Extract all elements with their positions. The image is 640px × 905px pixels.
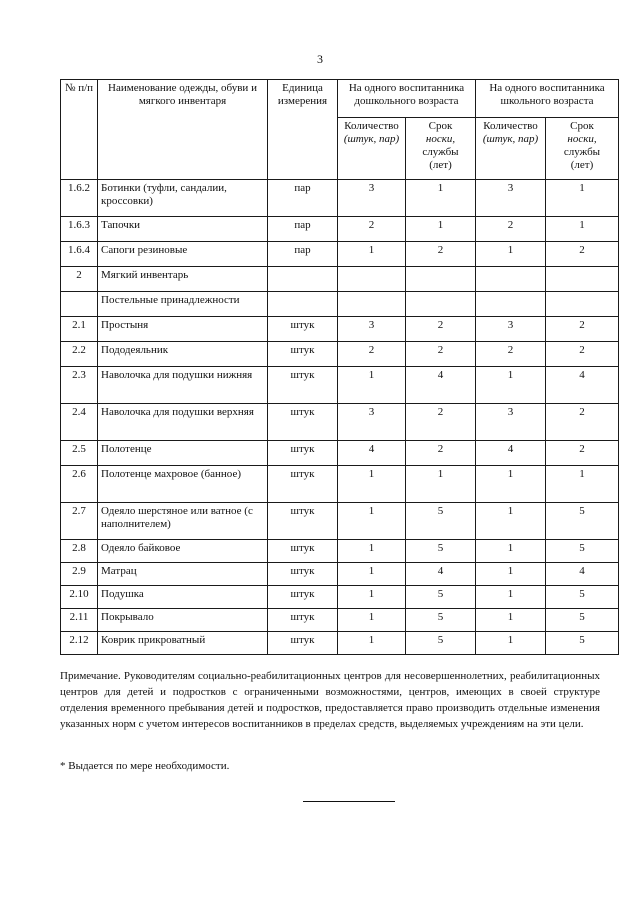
header-num: № п/п: [61, 80, 98, 180]
row-name: Покрывало: [98, 609, 268, 632]
header-unit: Единица измерения: [268, 80, 338, 180]
row-preschool-term: 4: [406, 367, 476, 404]
header-preschool-qty: [338, 118, 406, 180]
table-row: [61, 367, 619, 404]
row-num: 2.1: [61, 317, 98, 342]
row-school-term: [546, 267, 619, 292]
row-unit: пар: [268, 242, 338, 267]
row-name: Коврик прикроватный: [98, 632, 268, 655]
row-school-term: 5: [546, 503, 619, 540]
row-school-term: 4: [546, 367, 619, 404]
row-name: Мягкий инвентарь: [98, 267, 268, 292]
row-num: 2.6: [61, 466, 98, 503]
table-row: [61, 632, 619, 655]
row-unit: штук: [268, 563, 338, 586]
page-number: 3: [317, 52, 323, 66]
row-preschool-qty: [338, 267, 406, 292]
table-row: [61, 540, 619, 563]
row-school-qty: 4: [476, 441, 546, 466]
table-row: [61, 292, 619, 317]
row-name: Ботинки (туфли, сандалии, кроссовки): [98, 180, 268, 217]
row-unit: штук: [268, 503, 338, 540]
table-row: [61, 267, 619, 292]
row-school-term: 1: [546, 217, 619, 242]
row-preschool-qty: 2: [338, 342, 406, 367]
row-school-qty: 3: [476, 180, 546, 217]
row-preschool-qty: 3: [338, 404, 406, 441]
qty-label: Количество: [483, 120, 538, 132]
row-school-qty: 1: [476, 540, 546, 563]
row-preschool-qty: 1: [338, 609, 406, 632]
row-unit: штук: [268, 632, 338, 655]
row-preschool-qty: 1: [338, 540, 406, 563]
row-school-qty: 1: [476, 563, 546, 586]
row-unit: штук: [268, 441, 338, 466]
row-preschool-qty: 3: [338, 180, 406, 217]
row-preschool-qty: [338, 292, 406, 317]
row-preschool-qty: 2: [338, 217, 406, 242]
row-unit: [268, 292, 338, 317]
row-name: Подушка: [98, 586, 268, 609]
table-row: [61, 441, 619, 466]
row-num: [61, 292, 98, 317]
row-school-term: 1: [546, 466, 619, 503]
row-school-term: 5: [546, 632, 619, 655]
row-preschool-term: 2: [406, 441, 476, 466]
row-name: Наволочка для подушки нижняя: [98, 367, 268, 404]
row-school-term: 5: [546, 540, 619, 563]
row-unit: штук: [268, 609, 338, 632]
header-preschool-term: [406, 118, 476, 180]
table-row: [61, 404, 619, 441]
header-name: Наименование одежды, обуви и мягкого инвентаря: [98, 80, 268, 180]
term-label-3: службы: [422, 146, 459, 158]
row-preschool-qty: 3: [338, 317, 406, 342]
norms-table-body: [61, 180, 619, 655]
row-unit: пар: [268, 180, 338, 217]
row-preschool-qty: 1: [338, 563, 406, 586]
row-school-qty: 3: [476, 404, 546, 441]
row-preschool-term: [406, 292, 476, 317]
row-num: 2.3: [61, 367, 98, 404]
qty-unit-label: (штук, пар): [343, 133, 400, 145]
header-school-qty: [476, 118, 546, 180]
table-row: [61, 217, 619, 242]
row-num: 2.11: [61, 609, 98, 632]
table-row: [61, 242, 619, 267]
row-name: Полотенце: [98, 441, 268, 466]
term-label-4: (лет): [570, 159, 594, 171]
header-preschool: На одного воспитанника дошкольного возраста: [338, 80, 476, 118]
row-preschool-term: 5: [406, 540, 476, 563]
row-unit: штук: [268, 367, 338, 404]
row-school-qty: 1: [476, 609, 546, 632]
row-num: 1.6.2: [61, 180, 98, 217]
row-preschool-term: 5: [406, 632, 476, 655]
table-row: [61, 503, 619, 540]
row-num: 2: [61, 267, 98, 292]
row-preschool-term: 2: [406, 404, 476, 441]
row-num: 1.6.3: [61, 217, 98, 242]
table-row: [61, 180, 619, 217]
row-name: Одеяло байковое: [98, 540, 268, 563]
row-num: 2.2: [61, 342, 98, 367]
row-school-term: 2: [546, 404, 619, 441]
row-school-term: 2: [546, 441, 619, 466]
row-school-term: 2: [546, 317, 619, 342]
table-row: [61, 586, 619, 609]
row-preschool-term: 5: [406, 609, 476, 632]
row-name: Простыня: [98, 317, 268, 342]
row-name: Тапочки: [98, 217, 268, 242]
row-preschool-term: 5: [406, 586, 476, 609]
row-school-qty: 1: [476, 632, 546, 655]
table-row: [61, 317, 619, 342]
norms-table: [60, 79, 619, 655]
row-preschool-term: 5: [406, 503, 476, 540]
row-preschool-term: 2: [406, 242, 476, 267]
row-name: Одеяло шерстяное или ватное (с наполнителем): [98, 503, 268, 540]
row-preschool-term: 2: [406, 342, 476, 367]
row-num: 2.4: [61, 404, 98, 441]
row-preschool-term: [406, 267, 476, 292]
table-row: [61, 609, 619, 632]
term-label-3: службы: [563, 146, 601, 158]
row-school-term: 5: [546, 609, 619, 632]
row-preschool-term: 2: [406, 317, 476, 342]
row-unit: [268, 267, 338, 292]
row-preschool-qty: 1: [338, 632, 406, 655]
row-name: Полотенце махровое (банное): [98, 466, 268, 503]
term-label-2: носки,: [567, 133, 597, 145]
row-preschool-term: 1: [406, 466, 476, 503]
row-name: Постельные принадлежности: [98, 292, 268, 317]
table-row: [61, 563, 619, 586]
row-name: Наволочка для подушки верхняя: [98, 404, 268, 441]
row-preschool-qty: 1: [338, 466, 406, 503]
row-unit: пар: [268, 217, 338, 242]
row-num: 2.7: [61, 503, 98, 540]
row-school-qty: 2: [476, 217, 546, 242]
row-num: 2.5: [61, 441, 98, 466]
row-unit: штук: [268, 342, 338, 367]
row-preschool-term: 1: [406, 217, 476, 242]
term-label-1: Срок: [428, 120, 453, 132]
footnote: * Выдается по мере необходимости.: [60, 760, 230, 772]
row-school-qty: [476, 267, 546, 292]
row-school-qty: 1: [476, 586, 546, 609]
row-num: 2.12: [61, 632, 98, 655]
row-school-term: 1: [546, 180, 619, 217]
table-row: [61, 342, 619, 367]
row-name: Пододеяльник: [98, 342, 268, 367]
row-school-qty: 1: [476, 503, 546, 540]
row-school-qty: 2: [476, 342, 546, 367]
row-name: Матрац: [98, 563, 268, 586]
term-label-4: (лет): [429, 159, 452, 171]
row-school-term: 5: [546, 586, 619, 609]
row-preschool-qty: 1: [338, 503, 406, 540]
row-preschool-qty: 4: [338, 441, 406, 466]
row-school-qty: [476, 292, 546, 317]
row-name: Сапоги резиновые: [98, 242, 268, 267]
row-unit: штук: [268, 586, 338, 609]
row-school-qty: 1: [476, 466, 546, 503]
row-preschool-term: 1: [406, 180, 476, 217]
row-num: 1.6.4: [61, 242, 98, 267]
table-row: [61, 466, 619, 503]
row-preschool-qty: 1: [338, 242, 406, 267]
term-label-2: носки,: [425, 133, 456, 145]
note-paragraph: Примечание. Руководителям социально-реабилитационных центров для несовершеннолетних, реабилитационных центров для детей и подростков с ограниченными возможностями, центров, имеющих в своей структуре отделения временного пребывания детей и подростков, предоставляется право производить отдельные изменения указанных норм с учетом интересов воспитанников в пределах средств, выделяемых учреждениям на эти цели.: [60, 670, 600, 730]
row-unit: штук: [268, 540, 338, 563]
term-label-1: Срок: [570, 120, 594, 132]
closing-rule: [303, 801, 395, 802]
row-school-term: [546, 292, 619, 317]
qty-unit-label: (штук, пар): [482, 133, 539, 145]
row-preschool-term: 4: [406, 563, 476, 586]
header-school-term: [546, 118, 619, 180]
row-num: 2.9: [61, 563, 98, 586]
qty-label: Количество: [344, 120, 399, 132]
row-school-qty: 1: [476, 367, 546, 404]
row-unit: штук: [268, 404, 338, 441]
row-preschool-qty: 1: [338, 367, 406, 404]
row-school-term: 4: [546, 563, 619, 586]
row-num: 2.10: [61, 586, 98, 609]
row-num: 2.8: [61, 540, 98, 563]
row-school-term: 2: [546, 342, 619, 367]
row-school-qty: 3: [476, 317, 546, 342]
row-unit: штук: [268, 466, 338, 503]
row-unit: штук: [268, 317, 338, 342]
row-school-term: 2: [546, 242, 619, 267]
row-preschool-qty: 1: [338, 586, 406, 609]
header-school: На одного воспитанника школьного возраста: [476, 80, 619, 118]
row-school-qty: 1: [476, 242, 546, 267]
